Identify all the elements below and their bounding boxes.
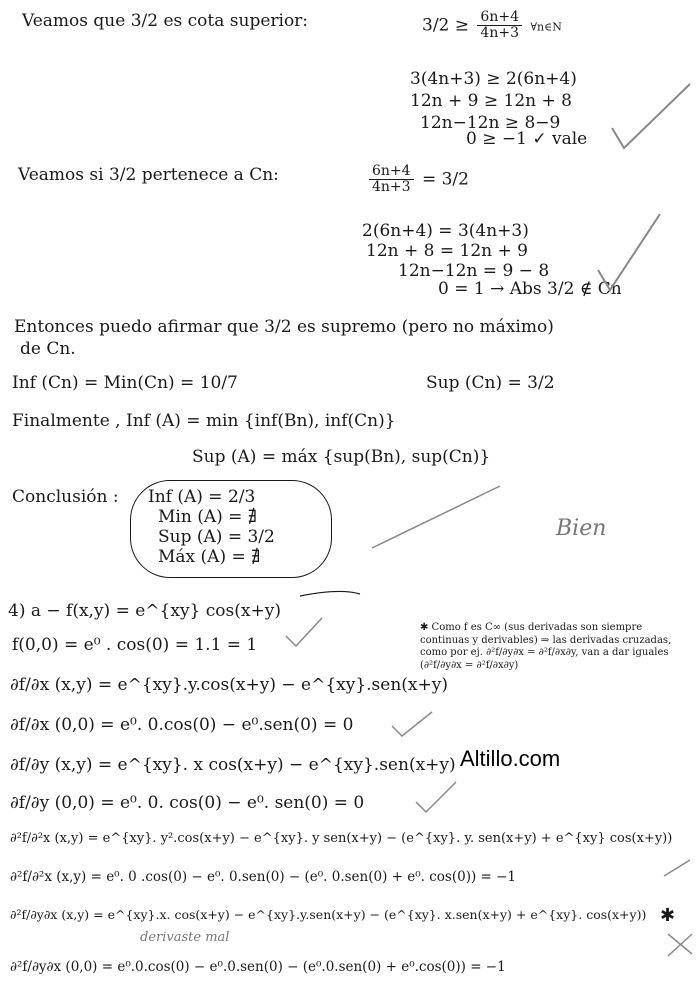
conclusion-item-1: Inf (A) = 2/3 (148, 487, 256, 507)
check-icon (286, 618, 322, 646)
check-icon (664, 860, 690, 876)
ex4-line-2: ∂f/∂x (x,y) = e^{xy}.y.cos(x+y) − e^{xy}.sen(x+y) (10, 675, 448, 695)
sup-cn: Sup (Cn) = 3/2 (426, 373, 555, 393)
section1-step-2: 12n + 9 ≥ 12n + 8 (410, 91, 572, 111)
finalmente-line-1: Finalmente , Inf (A) = min {inf(Bn), inf(Cn)} (12, 411, 396, 431)
ex4-line-5: ∂f/∂y (0,0) = e⁰. 0. cos(0) − e⁰. sen(0) = 0 (10, 793, 365, 813)
teacher-note: derivaste mal (140, 930, 230, 945)
ineq-lhs: 3/2 (422, 15, 450, 36)
ex4-line-6: ∂²f/∂²x (x,y) = e^{xy}. y².cos(x+y) − e^{xy}. y sen(x+y) − (e^{xy}. y. sen(x+y) + e^{xy} cos(x+y)) (10, 831, 673, 846)
section2-step-4: 0 = 1 → Abs 3/2 ∉ Cn (438, 279, 622, 299)
ex4-line-8: ∂²f/∂y∂x (x,y) = e^{xy}.x. cos(x+y) − e^{xy}.y.sen(x+y) − (e^{xy}. x.sen(x+y) + e^{xy}. cos(x+y)) (10, 907, 647, 922)
ineq-rel: ≥ (454, 15, 470, 36)
check-icon (392, 712, 432, 736)
conclusion-item-3: Sup (A) = 3/2 (158, 527, 275, 547)
section1-step-1: 3(4n+3) ≥ 2(6n+4) (410, 69, 577, 89)
entonces-line-2: de Cn. (20, 339, 76, 359)
underline-stroke (300, 591, 360, 596)
star-mark: ✱ (660, 905, 676, 926)
finalmente-line-2: Sup (A) = máx {sup(Bn), sup(Cn)} (192, 447, 491, 467)
section1-step-3: 12n−12n ≥ 8−9 (420, 113, 561, 133)
watermark: Altillo.com (460, 746, 561, 771)
check-icon (416, 782, 456, 812)
check-icon (598, 214, 660, 290)
entonces-line-1: Entonces puedo afirmar que 3/2 es supremo (pero no máximo) (14, 317, 554, 337)
section1-title: Veamos que 3/2 es cota superior: (22, 11, 309, 31)
section1-step-4: 0 ≥ −1 ✓ vale (466, 129, 588, 149)
section2-title: Veamos si 3/2 pertenece a Cn: (18, 165, 279, 185)
ex4-header: 4) a − f(x,y) = e^{xy} cos(x+y) (8, 601, 281, 621)
ex4-line-4: ∂f/∂y (x,y) = e^{xy}. x cos(x+y) − e^{xy}.sen(x+y) (10, 755, 456, 775)
check-icon (612, 84, 690, 148)
eq-rhs: = 3/2 (421, 169, 469, 190)
section2-step-2: 12n + 8 = 12n + 9 (366, 241, 528, 261)
eq-lhs-den: 4n+3 (372, 179, 411, 196)
forall-note: ∀n∈N (530, 20, 562, 34)
inf-cn: Inf (Cn) = Min(Cn) = 10/7 (12, 373, 238, 393)
conclusion-label: Conclusión : (12, 487, 119, 507)
cross-icon (668, 934, 692, 956)
ex4-line-9: ∂²f/∂y∂x (0,0) = e⁰.0.cos(0) − e⁰.0.sen(0) − (e⁰.0.sen(0) + e⁰.cos(0)) = −1 (10, 959, 506, 975)
section2-step-1: 2(6n+4) = 3(4n+3) (362, 221, 529, 241)
ex4-line-7: ∂²f/∂²x (x,y) = e⁰. 0 .cos(0) − e⁰. 0.sen(0) − (e⁰. 0.sen(0) + e⁰. cos(0)) = −1 (10, 869, 517, 885)
check-icon (372, 486, 500, 548)
cinf-side-note: ✱ Como f es C∞ (sus derivadas son siempre continuas y derivables) ⇒ las derivadas cruzadas, como por ej. ∂²f/∂y∂x = ∂²f/∂x∂y, van a dar iguales (∂²f/∂y∂x = ∂²f/∂x∂y) (420, 622, 672, 671)
ineq-rhs-num: 6n+4 (477, 10, 522, 26)
section2-step-3: 12n−12n = 9 − 8 (398, 261, 550, 281)
ex4-line-1: f(0,0) = e⁰ . cos(0) = 1.1 = 1 (12, 635, 258, 655)
eq-lhs-num: 6n+4 (369, 164, 414, 180)
teacher-grade: Bien (556, 516, 607, 541)
conclusion-item-4: Máx (A) = ∄ (158, 547, 261, 567)
ineq-rhs-den: 4n+3 (480, 25, 519, 42)
conclusion-item-2: Min (A) = ∄ (158, 507, 258, 527)
ex4-line-3: ∂f/∂x (0,0) = e⁰. 0.cos(0) − e⁰.sen(0) = 0 (10, 715, 354, 735)
